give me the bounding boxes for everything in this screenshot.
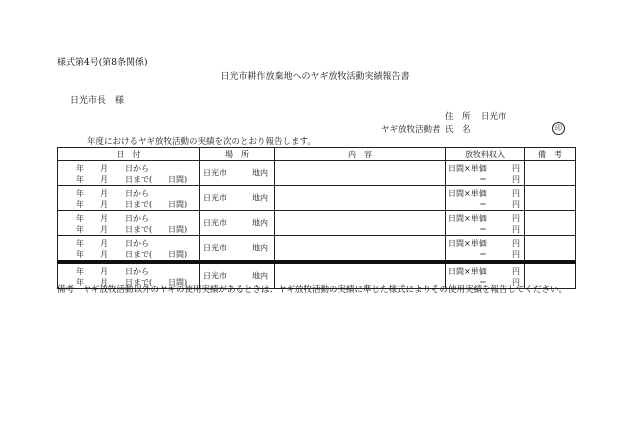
remark-note: 備考 ヤギ放牧活動以外のヤギの使用実績があるときは、ヤギ放牧活動の実績に準じた様式によりその使用実績を報告してください。 — [57, 285, 568, 295]
fee-formula-label: 日間×単価 — [448, 214, 487, 223]
name-label: 氏 名 — [445, 125, 471, 135]
yen-label: 円 — [512, 214, 520, 223]
city-label: 日光市 — [203, 243, 227, 253]
remarks-cell[interactable] — [525, 211, 576, 236]
date-days-label: 日間) — [168, 175, 188, 184]
date-year-label: 年 — [76, 278, 84, 287]
date-month-label: 月 — [100, 164, 108, 173]
role-label: ヤギ放牧活動者 — [381, 125, 441, 135]
date-from-label: 日から — [125, 239, 149, 248]
date-month-label: 月 — [100, 225, 108, 234]
date-month-label: 月 — [100, 200, 108, 209]
intro-text: 年度におけるヤギ放牧活動の実績を次のとおり報告します。 — [87, 137, 316, 147]
fee-cell[interactable] — [446, 236, 525, 263]
date-year-label: 年 — [76, 189, 84, 198]
yen-label: 円 — [512, 239, 520, 248]
document-title: 日光市耕作放棄地へのヤギ放牧活動実績報告書 — [220, 72, 410, 82]
content-cell[interactable] — [275, 186, 446, 211]
date-month-label: 月 — [100, 214, 108, 223]
equals-label: ＝ — [479, 200, 487, 209]
table-header-row — [58, 148, 576, 161]
date-cell[interactable] — [58, 211, 200, 236]
date-year-label: 年 — [76, 175, 84, 184]
yen-label: 円 — [512, 225, 520, 234]
activity-table — [57, 147, 576, 289]
addressee: 日光市長 様 — [70, 96, 125, 106]
header-place: 場 所 — [200, 148, 275, 161]
table-row — [58, 186, 576, 211]
date-cell[interactable] — [58, 236, 200, 263]
yen-label: 円 — [512, 189, 520, 198]
within-label: 地内 — [252, 218, 268, 228]
date-month-label: 月 — [100, 267, 108, 276]
city-label: 日光市 — [203, 193, 227, 203]
date-year-label: 年 — [76, 164, 84, 173]
remarks-cell[interactable] — [525, 161, 576, 186]
header-remarks: 備 考 — [525, 148, 576, 161]
date-month-label: 月 — [100, 189, 108, 198]
place-cell[interactable] — [200, 211, 275, 236]
date-days-label: 日間) — [168, 250, 188, 259]
form-number: 様式第4号(第8条関係) — [57, 58, 148, 68]
remarks-cell[interactable] — [525, 186, 576, 211]
fee-cell[interactable] — [446, 161, 525, 186]
date-cell[interactable] — [58, 161, 200, 186]
city-label: 日光市 — [203, 271, 227, 281]
table-row — [58, 161, 576, 186]
header-grazing-fee: 放牧料収入 — [446, 148, 525, 161]
remarks-cell[interactable] — [525, 236, 576, 263]
fee-cell[interactable] — [446, 186, 525, 211]
seal-mark: 印 — [552, 122, 565, 135]
date-month-label: 月 — [100, 239, 108, 248]
within-label: 地内 — [252, 168, 268, 178]
yen-label: 円 — [512, 267, 520, 276]
address-label: 住 所 — [445, 112, 471, 122]
date-month-label: 月 — [100, 278, 108, 287]
within-label: 地内 — [252, 193, 268, 203]
table-row — [58, 236, 576, 263]
yen-label: 円 — [512, 164, 520, 173]
date-year-label: 年 — [76, 239, 84, 248]
equals-label: ＝ — [479, 250, 487, 259]
table-row — [58, 211, 576, 236]
date-cell[interactable] — [58, 186, 200, 211]
yen-label: 円 — [512, 250, 520, 259]
date-from-label: 日から — [125, 189, 149, 198]
address-value: 日光市 — [481, 112, 507, 122]
fee-formula-label: 日間×単価 — [448, 189, 487, 198]
date-month-label: 月 — [100, 250, 108, 259]
date-month-label: 月 — [100, 175, 108, 184]
fee-formula-label: 日間×単価 — [448, 164, 487, 173]
date-until-label: 日まで( — [125, 200, 153, 209]
fee-formula-label: 日間×単価 — [448, 267, 487, 276]
place-cell[interactable] — [200, 236, 275, 263]
place-cell[interactable] — [200, 186, 275, 211]
content-cell[interactable] — [275, 161, 446, 186]
city-label: 日光市 — [203, 168, 227, 178]
header-content: 内 容 — [275, 148, 446, 161]
date-days-label: 日間) — [168, 225, 188, 234]
date-year-label: 年 — [76, 250, 84, 259]
within-label: 地内 — [252, 243, 268, 253]
date-from-label: 日から — [125, 164, 149, 173]
within-label: 地内 — [252, 271, 268, 281]
date-year-label: 年 — [76, 200, 84, 209]
yen-label: 円 — [512, 200, 520, 209]
equals-label: ＝ — [479, 278, 487, 287]
fee-cell[interactable] — [446, 211, 525, 236]
place-cell[interactable] — [200, 161, 275, 186]
fee-formula-label: 日間×単価 — [448, 239, 487, 248]
date-days-label: 日間) — [168, 200, 188, 209]
content-cell[interactable] — [275, 211, 446, 236]
date-days-label: 日間) — [168, 278, 188, 287]
content-cell[interactable] — [275, 236, 446, 263]
date-year-label: 年 — [76, 267, 84, 276]
date-until-label: 日まで( — [125, 225, 153, 234]
date-year-label: 年 — [76, 214, 84, 223]
date-until-label: 日まで( — [125, 278, 153, 287]
equals-label: ＝ — [479, 225, 487, 234]
date-from-label: 日から — [125, 267, 149, 276]
equals-label: ＝ — [479, 175, 487, 184]
yen-label: 円 — [512, 278, 520, 287]
city-label: 日光市 — [203, 218, 227, 228]
date-until-label: 日まで( — [125, 175, 153, 184]
date-year-label: 年 — [76, 225, 84, 234]
date-from-label: 日から — [125, 214, 149, 223]
header-date: 日 付 — [58, 148, 200, 161]
yen-label: 円 — [512, 175, 520, 184]
date-until-label: 日まで( — [125, 250, 153, 259]
